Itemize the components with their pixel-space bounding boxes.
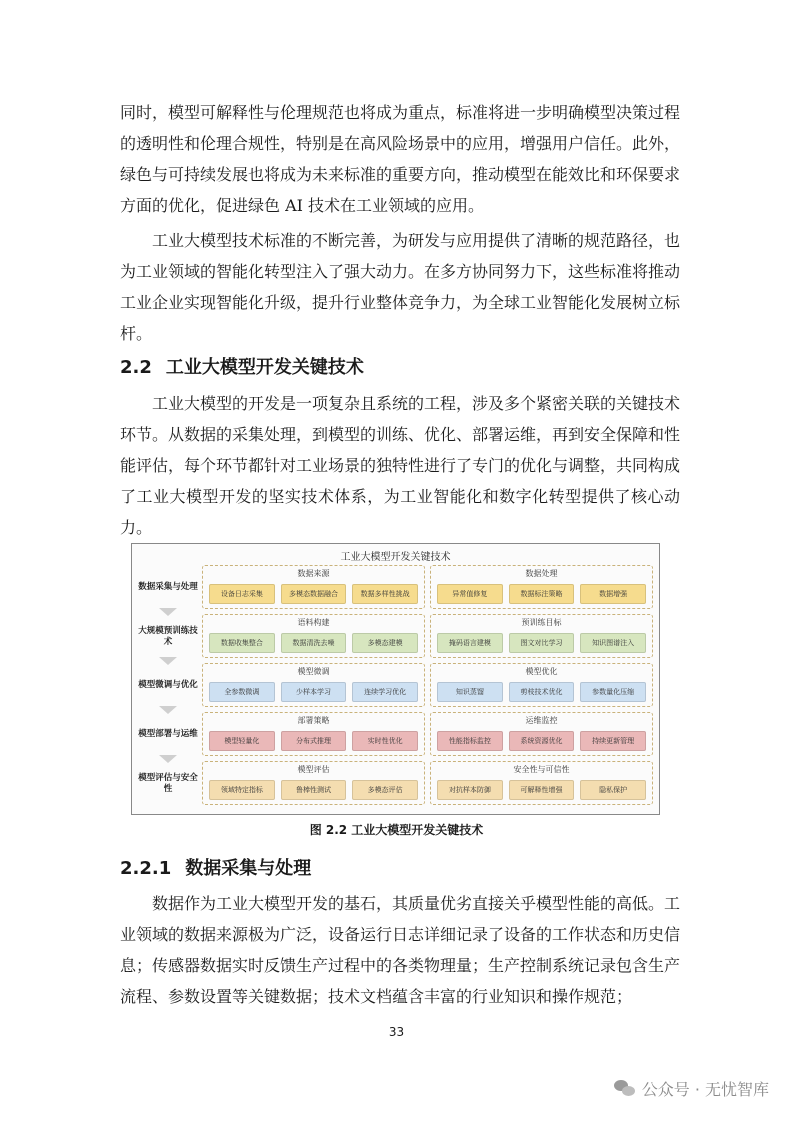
figure-group [202,712,425,756]
group-title: 运维监控 [525,716,558,725]
figure-row [132,613,659,660]
figure-box: 性能指标监控 [437,731,503,751]
figure-row [132,564,659,611]
group-title: 模型优化 [525,667,558,676]
figure-group [202,614,425,658]
figure-group [430,614,653,658]
figure-box: 全参数微调 [209,682,275,702]
figure-title: 工业大模型开发关键技术 [340,552,451,563]
figure-group [202,565,425,609]
figure-group [430,712,653,756]
figure-row [132,760,659,807]
figure-box: 参数量化压缩 [580,682,646,702]
group-title: 数据来源 [297,569,330,578]
figure-box: 模型轻量化 [209,731,275,751]
figure-box: 对抗样本防御 [437,780,503,800]
group-title: 语料构建 [297,618,330,627]
figure-group [430,761,653,805]
figure-box: 异常值修复 [437,584,503,604]
figure-box: 剪枝技术优化 [509,682,575,702]
figure-box: 系统资源优化 [509,731,575,751]
figure-box: 持续更新管理 [580,731,646,751]
figure-group [202,761,425,805]
figure-box: 数据多样性挑战 [352,584,418,604]
section-title: 工业大模型开发关键技术 [165,357,364,378]
paragraph-3: 工业大模型的开发是一项复杂且系统的工程，涉及多个紧密关联的关键技术环节。从数据的采集处理，到模型的训练、优化、部署运维，再到安全保障和性能评估，每个环节都针对工业场景的独特性进行了专门的优化与调整，共同构成了工业大模型开发的坚实技术体系，为工业智能化和数字化转型提供了核心动力。 [120,394,681,537]
figure-group [430,565,653,609]
figure-box: 多模态数据融合 [281,584,347,604]
figure-box: 连续学习优化 [352,682,418,702]
figure-group [202,663,425,707]
group-title: 预训练目标 [521,618,562,627]
paragraph-4: 数据作为工业大模型开发的基石，其质量优劣直接关乎模型性能的高低。工业领域的数据来源极为广泛，设备运行日志详细记录了设备的工作状态和历史信息；传感器数据实时反馈生产过程中的各类物理量；生产控制系统记录包含生产流程、参数设置等关键数据；技术文档蕴含丰富的行业知识和操作规范； [120,894,681,1006]
page-number: 33 [388,1025,405,1039]
row-label: 模型评估与安全性 [138,772,198,794]
figure-box: 可解释性增强 [509,780,575,800]
figure-row [132,711,659,758]
section-heading-2-2-1 [120,854,311,880]
figure-diagram [131,543,660,815]
figure-box: 少样本学习 [281,682,347,702]
figure-box: 图文对比学习 [509,633,575,653]
figure-box: 设备日志采集 [209,584,275,604]
figure-box: 领域特定指标 [209,780,275,800]
figure-box: 掩码语言建模 [437,633,503,653]
group-title: 安全性与可信性 [513,765,570,774]
figure-box: 知识图谱注入 [580,633,646,653]
figure-box: 实时性优化 [352,731,418,751]
figure-row [132,662,659,709]
figure-box: 分布式推理 [281,731,347,751]
section-heading-2-2 [120,353,364,379]
figure-box: 多模态评估 [352,780,418,800]
figure-box: 数据标注策略 [509,584,575,604]
row-label: 模型部署与运维 [138,729,198,739]
figure-caption: 图 2.2 工业大模型开发关键技术 [309,823,484,837]
wechat-watermark [614,1077,769,1100]
wechat-text: 公众号 · 无忧智库 [641,1080,769,1099]
group-title: 数据处理 [525,569,558,578]
group-title: 部署策略 [297,716,330,725]
section-number: 2.2.1 [120,858,172,879]
paragraph-2: 工业大模型技术标准的不断完善，为研发与应用提供了清晰的规范路径，也为工业领域的智能化转型注入了强大动力。在多方协同努力下，这些标准将推动工业企业实现智能化升级，提升行业整体竞争力，为全球工业智能化发展树立标杆。 [120,231,681,343]
figure-box: 数据清洗去噪 [281,633,347,653]
section-number: 2.2 [120,357,152,378]
figure-group [430,663,653,707]
section-title: 数据采集与处理 [185,858,312,879]
row-label: 模型微调与优化 [138,680,198,690]
figure-box: 隐私保护 [580,780,646,800]
figure-box: 多模态建模 [352,633,418,653]
wechat-icon [614,1080,636,1098]
group-title: 模型微调 [297,667,330,676]
row-label: 数据采集与处理 [138,582,198,592]
paragraph-1: 同时，模型可解释性与伦理规范也将成为重点，标准将进一步明确模型决策过程的透明性和伦理合规性，特别是在高风险场景中的应用，增强用户信任。此外，绿色与可持续发展也将成为未来标准的重要方向，推动模型在能效比和环保要求方面的优化，促进绿色 AI 技术在工业领域的应用。 [120,103,681,215]
row-label: 大规模预训练技术 [138,625,198,647]
figure-box: 数据增强 [580,584,646,604]
figure-box: 鲁棒性测试 [281,780,347,800]
figure-box: 数据收集整合 [209,633,275,653]
group-title: 模型评估 [297,765,330,774]
figure-box: 知识蒸馏 [437,682,503,702]
